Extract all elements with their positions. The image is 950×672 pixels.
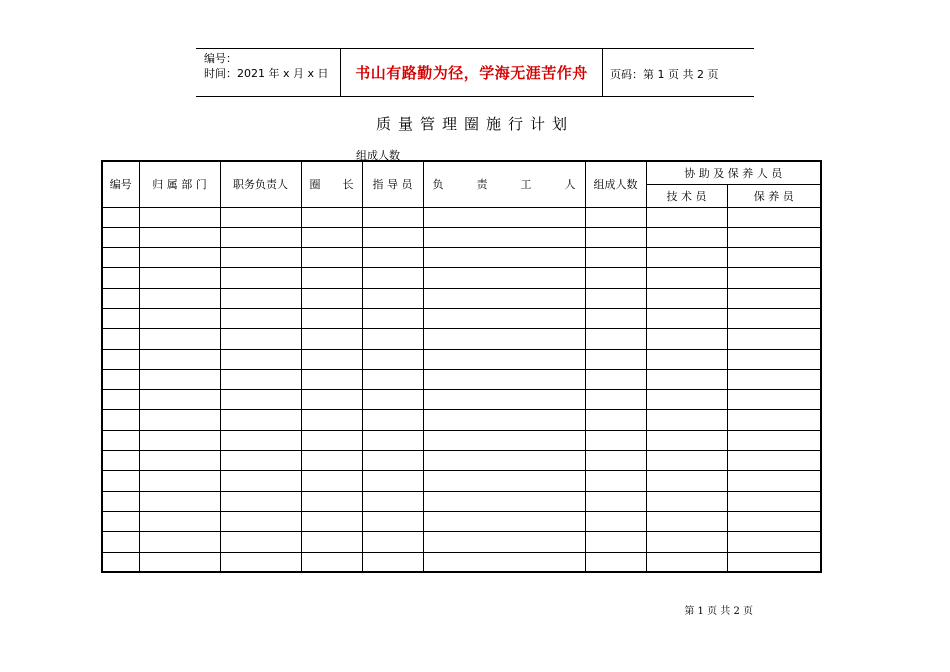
table-row	[102, 491, 821, 511]
header-assist-group: 协 助 及 保 养 人 员	[646, 161, 821, 184]
table-cell[interactable]	[220, 227, 301, 247]
table-row	[102, 308, 821, 328]
table-cell[interactable]	[585, 511, 646, 531]
table-cell[interactable]	[301, 268, 362, 288]
table-cell[interactable]	[727, 430, 821, 450]
table-cell[interactable]	[727, 552, 821, 572]
header-member-count: 组成人数	[585, 161, 646, 207]
table-cell[interactable]	[585, 471, 646, 491]
header-technician: 技 术 员	[646, 184, 727, 207]
table-cell[interactable]	[423, 491, 585, 511]
table-cell[interactable]	[102, 390, 139, 410]
table-cell[interactable]	[301, 390, 362, 410]
table-cell[interactable]	[362, 248, 423, 268]
table-row	[102, 390, 821, 410]
table-cell[interactable]	[646, 288, 727, 308]
table-cell[interactable]	[585, 552, 646, 572]
table-cell[interactable]	[727, 308, 821, 328]
table-cell[interactable]	[139, 308, 220, 328]
table-cell[interactable]	[727, 227, 821, 247]
table-cell[interactable]	[423, 308, 585, 328]
table-cell[interactable]	[727, 491, 821, 511]
table-cell[interactable]	[423, 268, 585, 288]
table-cell[interactable]	[139, 227, 220, 247]
table-cell[interactable]	[585, 430, 646, 450]
table-row	[102, 288, 821, 308]
table-cell[interactable]	[423, 207, 585, 227]
table-cell[interactable]	[362, 532, 423, 552]
table-cell[interactable]	[423, 430, 585, 450]
table-cell[interactable]	[102, 369, 139, 389]
table-cell[interactable]	[727, 511, 821, 531]
table-cell[interactable]	[646, 390, 727, 410]
table-cell[interactable]	[102, 532, 139, 552]
table-cell[interactable]	[220, 552, 301, 572]
table-cell[interactable]	[301, 511, 362, 531]
table-cell[interactable]	[139, 349, 220, 369]
document-title: 质量管理圈施行计划	[375, 115, 574, 133]
table-cell[interactable]	[646, 430, 727, 450]
table-cell[interactable]	[220, 248, 301, 268]
table-cell[interactable]	[220, 349, 301, 369]
table-cell[interactable]	[727, 288, 821, 308]
header-department: 归 属 部 门	[139, 161, 220, 207]
table-cell[interactable]	[102, 430, 139, 450]
header-instructor: 指 导 员	[362, 161, 423, 207]
table-cell[interactable]	[139, 430, 220, 450]
table-cell[interactable]	[220, 308, 301, 328]
table-cell[interactable]	[220, 491, 301, 511]
table-cell[interactable]	[423, 552, 585, 572]
header-circle-leader: 圈 长	[301, 161, 362, 207]
table-cell[interactable]	[102, 207, 139, 227]
table-cell[interactable]	[646, 552, 727, 572]
table-cell[interactable]	[362, 430, 423, 450]
table-cell[interactable]	[585, 451, 646, 471]
table-row	[102, 471, 821, 491]
table-cell[interactable]	[102, 410, 139, 430]
table-cell[interactable]	[102, 552, 139, 572]
table-cell[interactable]	[102, 248, 139, 268]
table-cell[interactable]	[646, 532, 727, 552]
table-cell[interactable]	[301, 552, 362, 572]
header-number: 编号	[102, 161, 139, 207]
table-cell[interactable]	[220, 532, 301, 552]
table-row	[102, 268, 821, 288]
header-meta	[204, 51, 329, 81]
table-cell[interactable]	[301, 349, 362, 369]
table-cell[interactable]	[585, 207, 646, 227]
table-cell[interactable]	[423, 511, 585, 531]
table-cell[interactable]	[585, 532, 646, 552]
table-cell[interactable]	[362, 451, 423, 471]
table-cell[interactable]	[646, 491, 727, 511]
member-count-label: 组成人数	[356, 149, 400, 162]
table-row	[102, 451, 821, 471]
table-cell[interactable]	[585, 329, 646, 349]
table-cell[interactable]	[727, 248, 821, 268]
table-cell[interactable]	[646, 410, 727, 430]
table-cell[interactable]	[362, 491, 423, 511]
table-cell[interactable]	[139, 471, 220, 491]
table-cell[interactable]	[139, 552, 220, 572]
table-cell[interactable]	[220, 451, 301, 471]
table-cell[interactable]	[139, 248, 220, 268]
table-cell[interactable]	[646, 451, 727, 471]
table-cell[interactable]	[139, 207, 220, 227]
table-row	[102, 207, 821, 227]
table-cell[interactable]	[301, 329, 362, 349]
table-cell[interactable]	[301, 451, 362, 471]
table-cell[interactable]	[301, 227, 362, 247]
table-cell[interactable]	[139, 369, 220, 389]
table-cell[interactable]	[220, 390, 301, 410]
table-cell[interactable]	[727, 390, 821, 410]
table-cell[interactable]	[139, 451, 220, 471]
table-cell[interactable]	[646, 471, 727, 491]
table-cell[interactable]	[139, 288, 220, 308]
table-cell[interactable]	[423, 471, 585, 491]
table-cell[interactable]	[139, 532, 220, 552]
table-cell[interactable]	[585, 248, 646, 268]
table-cell[interactable]	[585, 288, 646, 308]
table-cell[interactable]	[423, 410, 585, 430]
table-cell[interactable]	[102, 511, 139, 531]
table-cell[interactable]	[727, 451, 821, 471]
table-cell[interactable]	[220, 207, 301, 227]
table-cell[interactable]	[585, 349, 646, 369]
table-cell[interactable]	[585, 491, 646, 511]
table-cell[interactable]	[102, 329, 139, 349]
table-cell[interactable]	[301, 410, 362, 430]
table-cell[interactable]	[139, 390, 220, 410]
table-cell[interactable]	[301, 308, 362, 328]
table-cell[interactable]	[362, 207, 423, 227]
table-cell[interactable]	[646, 207, 727, 227]
table-cell[interactable]	[362, 329, 423, 349]
table-cell[interactable]	[646, 369, 727, 389]
table-cell[interactable]	[362, 268, 423, 288]
table-cell[interactable]	[362, 511, 423, 531]
table-cell[interactable]	[301, 207, 362, 227]
header-divider-right	[602, 48, 603, 97]
table-row	[102, 430, 821, 450]
table-cell[interactable]	[423, 532, 585, 552]
table-cell[interactable]	[102, 308, 139, 328]
table-cell[interactable]	[423, 329, 585, 349]
table-row	[102, 552, 821, 572]
table-cell[interactable]	[727, 268, 821, 288]
time-label: 时间：2021 年 x 月 x 日	[204, 67, 329, 80]
table-cell[interactable]	[646, 329, 727, 349]
table-cell[interactable]	[102, 349, 139, 369]
table-row	[102, 349, 821, 369]
table-cell[interactable]	[585, 390, 646, 410]
table-cell[interactable]	[362, 369, 423, 389]
table-cell[interactable]	[139, 410, 220, 430]
table-cell[interactable]	[362, 552, 423, 572]
table-cell[interactable]	[301, 532, 362, 552]
table-body	[102, 207, 821, 572]
table-cell[interactable]	[423, 369, 585, 389]
table-row	[102, 227, 821, 247]
table-cell[interactable]	[362, 308, 423, 328]
table-cell[interactable]	[646, 511, 727, 531]
table-cell[interactable]	[362, 349, 423, 369]
motto: 书山有路勤为径，学海无涯苦作舟	[355, 64, 588, 82]
table-cell[interactable]	[139, 268, 220, 288]
table-cell[interactable]	[585, 410, 646, 430]
table-cell[interactable]	[585, 308, 646, 328]
table-cell[interactable]	[139, 491, 220, 511]
table-row	[102, 410, 821, 430]
table-cell[interactable]	[102, 288, 139, 308]
table-cell[interactable]	[102, 491, 139, 511]
table-cell[interactable]	[646, 308, 727, 328]
table-row	[102, 532, 821, 552]
table-cell[interactable]	[102, 227, 139, 247]
table-cell[interactable]	[301, 471, 362, 491]
plan-table	[101, 160, 822, 573]
table-cell[interactable]	[362, 410, 423, 430]
table-cell[interactable]	[139, 329, 220, 349]
table-cell[interactable]	[727, 471, 821, 491]
table-cell[interactable]	[646, 268, 727, 288]
table-cell[interactable]	[423, 227, 585, 247]
table-cell[interactable]	[362, 288, 423, 308]
table-cell[interactable]	[423, 349, 585, 369]
footer-page: 第 1 页 共 2 页	[684, 606, 753, 617]
table-cell[interactable]	[301, 288, 362, 308]
table-row	[102, 329, 821, 349]
table-cell[interactable]	[220, 369, 301, 389]
table-cell[interactable]	[585, 369, 646, 389]
table-cell[interactable]	[301, 248, 362, 268]
table-row	[102, 248, 821, 268]
table-cell[interactable]	[220, 288, 301, 308]
table-cell[interactable]	[423, 390, 585, 410]
table-cell[interactable]	[727, 329, 821, 349]
table-cell[interactable]	[646, 248, 727, 268]
table-cell[interactable]	[362, 471, 423, 491]
page-indicator: 页码：第 1 页 共 2 页	[610, 68, 719, 81]
table-cell[interactable]	[727, 532, 821, 552]
table-row	[102, 511, 821, 531]
header-maintainer: 保 养 员	[727, 184, 821, 207]
table-cell[interactable]	[362, 390, 423, 410]
table-cell[interactable]	[102, 451, 139, 471]
table-cell[interactable]	[646, 349, 727, 369]
table-cell[interactable]	[727, 207, 821, 227]
table-cell[interactable]	[220, 410, 301, 430]
table-cell[interactable]	[220, 511, 301, 531]
table-cell[interactable]	[727, 369, 821, 389]
table-cell[interactable]	[220, 430, 301, 450]
header-workers: 负 责 工 人	[423, 161, 585, 207]
table-cell[interactable]	[220, 329, 301, 349]
table-cell[interactable]	[301, 430, 362, 450]
table-cell[interactable]	[220, 471, 301, 491]
table-cell[interactable]	[585, 268, 646, 288]
table-cell[interactable]	[139, 511, 220, 531]
table-cell[interactable]	[585, 227, 646, 247]
table-cell[interactable]	[102, 471, 139, 491]
table-cell[interactable]	[423, 248, 585, 268]
table-cell[interactable]	[102, 268, 139, 288]
number-label: 编号：	[204, 52, 237, 65]
table-cell[interactable]	[646, 227, 727, 247]
table-cell[interactable]	[423, 451, 585, 471]
header-responsible: 职务负责人	[220, 161, 301, 207]
table-cell[interactable]	[220, 268, 301, 288]
table-row	[102, 369, 821, 389]
table-cell[interactable]	[362, 227, 423, 247]
table-cell[interactable]	[727, 410, 821, 430]
table-cell[interactable]	[727, 349, 821, 369]
table-cell[interactable]	[301, 369, 362, 389]
table-cell[interactable]	[301, 491, 362, 511]
table-cell[interactable]	[423, 288, 585, 308]
